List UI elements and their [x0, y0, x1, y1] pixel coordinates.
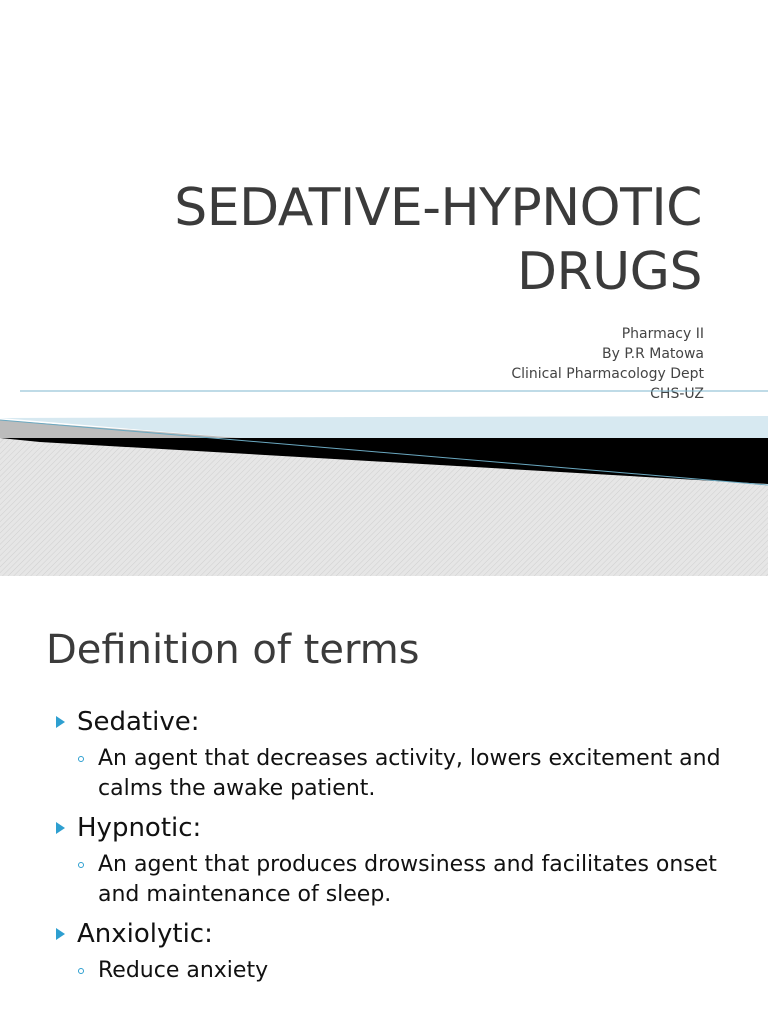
definition-anxiolytic: [78, 956, 736, 986]
subtitle-department: Clinical Pharmacology Dept: [511, 366, 704, 382]
definition-item-anxiolytic: [56, 916, 736, 986]
term-label: Hypnotic:: [77, 813, 202, 843]
subtitle-institution: CHS-UZ: [650, 386, 704, 402]
definition-sedative: [78, 744, 736, 804]
decorative-bands: [0, 380, 768, 576]
term-hypnotic: [56, 810, 736, 846]
definitions-list: [56, 704, 736, 992]
term-anxiolytic: [56, 916, 736, 952]
slide-title-line-2: DRUGS: [516, 242, 702, 302]
triangle-bullet-icon: [56, 822, 65, 834]
ring-bullet-icon: [78, 968, 84, 974]
definition-item-sedative: [56, 704, 736, 804]
triangle-bullet-icon: [56, 928, 65, 940]
definition-text: An agent that decreases activity, lowers excitement and calms the awake patient.: [98, 746, 721, 801]
term-sedative: [56, 704, 736, 740]
subtitle-course: Pharmacy II: [621, 326, 704, 342]
definitions-heading: Definition of terms: [46, 627, 420, 673]
definitions-slide: [0, 576, 768, 1024]
subtitle-author: By P.R Matowa: [602, 346, 704, 362]
ring-bullet-icon: [78, 756, 84, 762]
triangle-bullet-icon: [56, 716, 65, 728]
definition-hypnotic: [78, 850, 736, 910]
definition-item-hypnotic: [56, 810, 736, 910]
term-label: Sedative:: [77, 707, 200, 737]
definition-text: An agent that produces drowsiness and facilitates onset and maintenance of sleep.: [98, 852, 717, 907]
ring-bullet-icon: [78, 862, 84, 868]
slide-title-line-1: SEDATIVE-HYPNOTIC: [174, 178, 702, 238]
slide-title: [174, 176, 702, 304]
definition-text: Reduce anxiety: [98, 958, 269, 983]
term-label: Anxiolytic:: [77, 919, 213, 949]
